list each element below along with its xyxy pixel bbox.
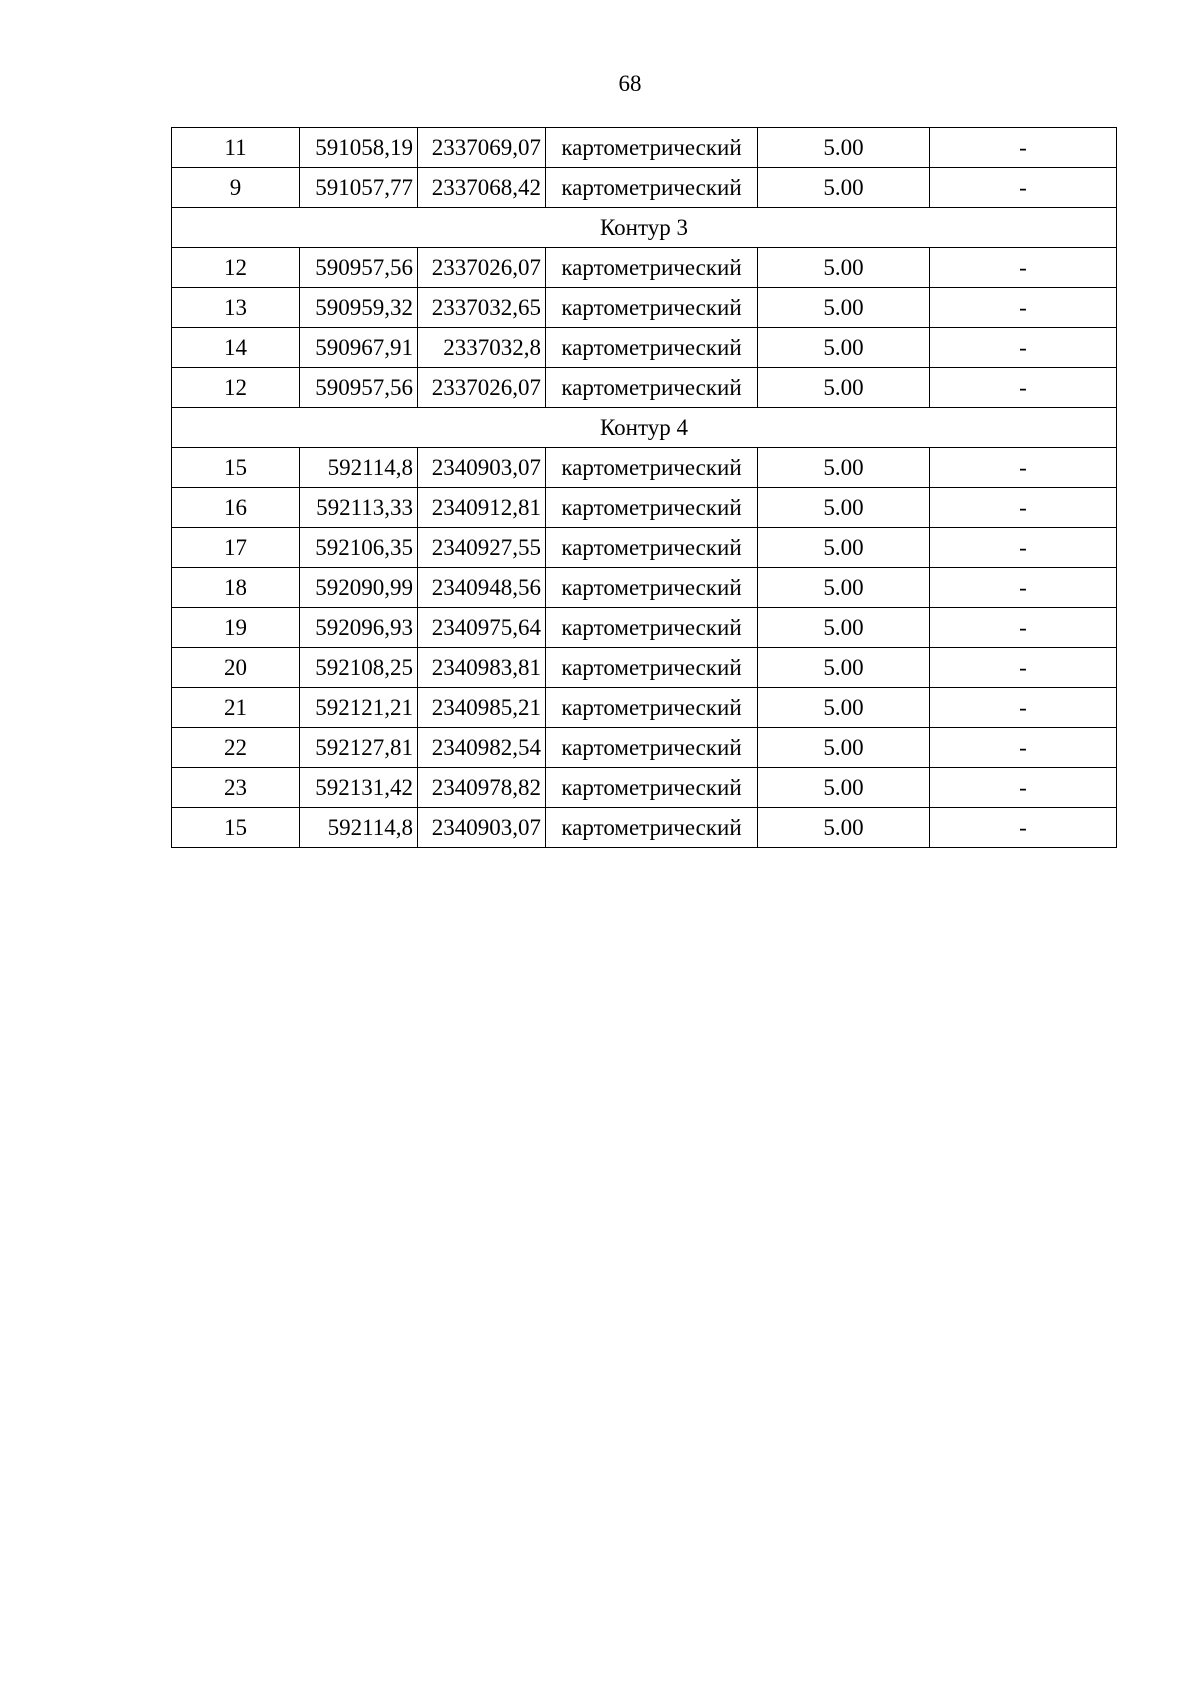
x-coordinate-cell: 590959,32 (300, 288, 418, 328)
table-row (172, 648, 1117, 688)
point-number-cell: 12 (172, 248, 300, 288)
method-cell: картометрический (546, 448, 758, 488)
note-cell: - (930, 448, 1117, 488)
point-number-cell: 19 (172, 608, 300, 648)
table-row (172, 608, 1117, 648)
point-number-cell: 21 (172, 688, 300, 728)
point-number-cell: 12 (172, 368, 300, 408)
accuracy-cell: 5.00 (758, 768, 930, 808)
y-coordinate-cell: 2337026,07 (418, 248, 546, 288)
table-row (172, 248, 1117, 288)
y-coordinate-cell: 2337069,07 (418, 128, 546, 168)
note-cell: - (930, 128, 1117, 168)
y-coordinate-cell: 2340975,64 (418, 608, 546, 648)
table-row (172, 448, 1117, 488)
x-coordinate-cell: 592106,35 (300, 528, 418, 568)
x-coordinate-cell: 592127,81 (300, 728, 418, 768)
accuracy-cell: 5.00 (758, 368, 930, 408)
x-coordinate-cell: 591057,77 (300, 168, 418, 208)
page-number: 68 (618, 71, 642, 96)
method-cell: картометрический (546, 248, 758, 288)
point-number-cell: 13 (172, 288, 300, 328)
accuracy-cell: 5.00 (758, 808, 930, 848)
point-number-cell: 23 (172, 768, 300, 808)
note-cell: - (930, 328, 1117, 368)
y-coordinate-cell: 2340927,55 (418, 528, 546, 568)
table-row (172, 128, 1117, 168)
x-coordinate-cell: 592113,33 (300, 488, 418, 528)
accuracy-cell: 5.00 (758, 648, 930, 688)
contour-title: Контур 3 (172, 208, 1117, 248)
method-cell: картометрический (546, 328, 758, 368)
accuracy-cell: 5.00 (758, 288, 930, 328)
note-cell: - (930, 688, 1117, 728)
method-cell: картометрический (546, 128, 758, 168)
y-coordinate-cell: 2340983,81 (418, 648, 546, 688)
note-cell: - (930, 608, 1117, 648)
accuracy-cell: 5.00 (758, 568, 930, 608)
method-cell: картометрический (546, 688, 758, 728)
x-coordinate-cell: 591058,19 (300, 128, 418, 168)
contour-title: Контур 4 (172, 408, 1117, 448)
accuracy-cell: 5.00 (758, 128, 930, 168)
method-cell: картометрический (546, 168, 758, 208)
note-cell: - (930, 168, 1117, 208)
accuracy-cell: 5.00 (758, 168, 930, 208)
x-coordinate-cell: 592121,21 (300, 688, 418, 728)
y-coordinate-cell: 2340948,56 (418, 568, 546, 608)
method-cell: картометрический (546, 568, 758, 608)
table-row (172, 168, 1117, 208)
y-coordinate-cell: 2337032,8 (418, 328, 546, 368)
method-cell: картометрический (546, 288, 758, 328)
method-cell: картометрический (546, 528, 758, 568)
accuracy-cell: 5.00 (758, 688, 930, 728)
x-coordinate-cell: 592108,25 (300, 648, 418, 688)
table-row (172, 768, 1117, 808)
y-coordinate-cell: 2337068,42 (418, 168, 546, 208)
point-number-cell: 16 (172, 488, 300, 528)
x-coordinate-cell: 592090,99 (300, 568, 418, 608)
accuracy-cell: 5.00 (758, 488, 930, 528)
y-coordinate-cell: 2340903,07 (418, 808, 546, 848)
method-cell: картометрический (546, 768, 758, 808)
point-number-cell: 14 (172, 328, 300, 368)
table-row (172, 368, 1117, 408)
method-cell: картометрический (546, 808, 758, 848)
coordinates-table-body (172, 128, 1117, 848)
table-row (172, 528, 1117, 568)
x-coordinate-cell: 592096,93 (300, 608, 418, 648)
point-number-cell: 15 (172, 448, 300, 488)
accuracy-cell: 5.00 (758, 728, 930, 768)
method-cell: картометрический (546, 368, 758, 408)
y-coordinate-cell: 2340982,54 (418, 728, 546, 768)
table-row (172, 728, 1117, 768)
x-coordinate-cell: 590957,56 (300, 248, 418, 288)
note-cell: - (930, 768, 1117, 808)
note-cell: - (930, 288, 1117, 328)
note-cell: - (930, 648, 1117, 688)
method-cell: картометрический (546, 648, 758, 688)
accuracy-cell: 5.00 (758, 528, 930, 568)
accuracy-cell: 5.00 (758, 608, 930, 648)
table-row (172, 488, 1117, 528)
accuracy-cell: 5.00 (758, 328, 930, 368)
note-cell: - (930, 528, 1117, 568)
note-cell: - (930, 808, 1117, 848)
accuracy-cell: 5.00 (758, 248, 930, 288)
table-row (172, 328, 1117, 368)
point-number-cell: 17 (172, 528, 300, 568)
y-coordinate-cell: 2340985,21 (418, 688, 546, 728)
y-coordinate-cell: 2340903,07 (418, 448, 546, 488)
note-cell: - (930, 488, 1117, 528)
table-row (172, 808, 1117, 848)
x-coordinate-cell: 590957,56 (300, 368, 418, 408)
note-cell: - (930, 248, 1117, 288)
method-cell: картометрический (546, 728, 758, 768)
point-number-cell: 20 (172, 648, 300, 688)
x-coordinate-cell: 592131,42 (300, 768, 418, 808)
x-coordinate-cell: 592114,8 (300, 448, 418, 488)
point-number-cell: 11 (172, 128, 300, 168)
accuracy-cell: 5.00 (758, 448, 930, 488)
note-cell: - (930, 368, 1117, 408)
method-cell: картометрический (546, 608, 758, 648)
y-coordinate-cell: 2337026,07 (418, 368, 546, 408)
point-number-cell: 18 (172, 568, 300, 608)
point-number-cell: 15 (172, 808, 300, 848)
y-coordinate-cell: 2340978,82 (418, 768, 546, 808)
note-cell: - (930, 728, 1117, 768)
y-coordinate-cell: 2340912,81 (418, 488, 546, 528)
y-coordinate-cell: 2337032,65 (418, 288, 546, 328)
coordinates-table (171, 127, 1117, 848)
point-number-cell: 22 (172, 728, 300, 768)
x-coordinate-cell: 590967,91 (300, 328, 418, 368)
note-cell: - (930, 568, 1117, 608)
point-number-cell: 9 (172, 168, 300, 208)
table-row (172, 288, 1117, 328)
contour-header-row (172, 208, 1117, 248)
table-row (172, 688, 1117, 728)
contour-header-row (172, 408, 1117, 448)
table-row (172, 568, 1117, 608)
x-coordinate-cell: 592114,8 (300, 808, 418, 848)
method-cell: картометрический (546, 488, 758, 528)
